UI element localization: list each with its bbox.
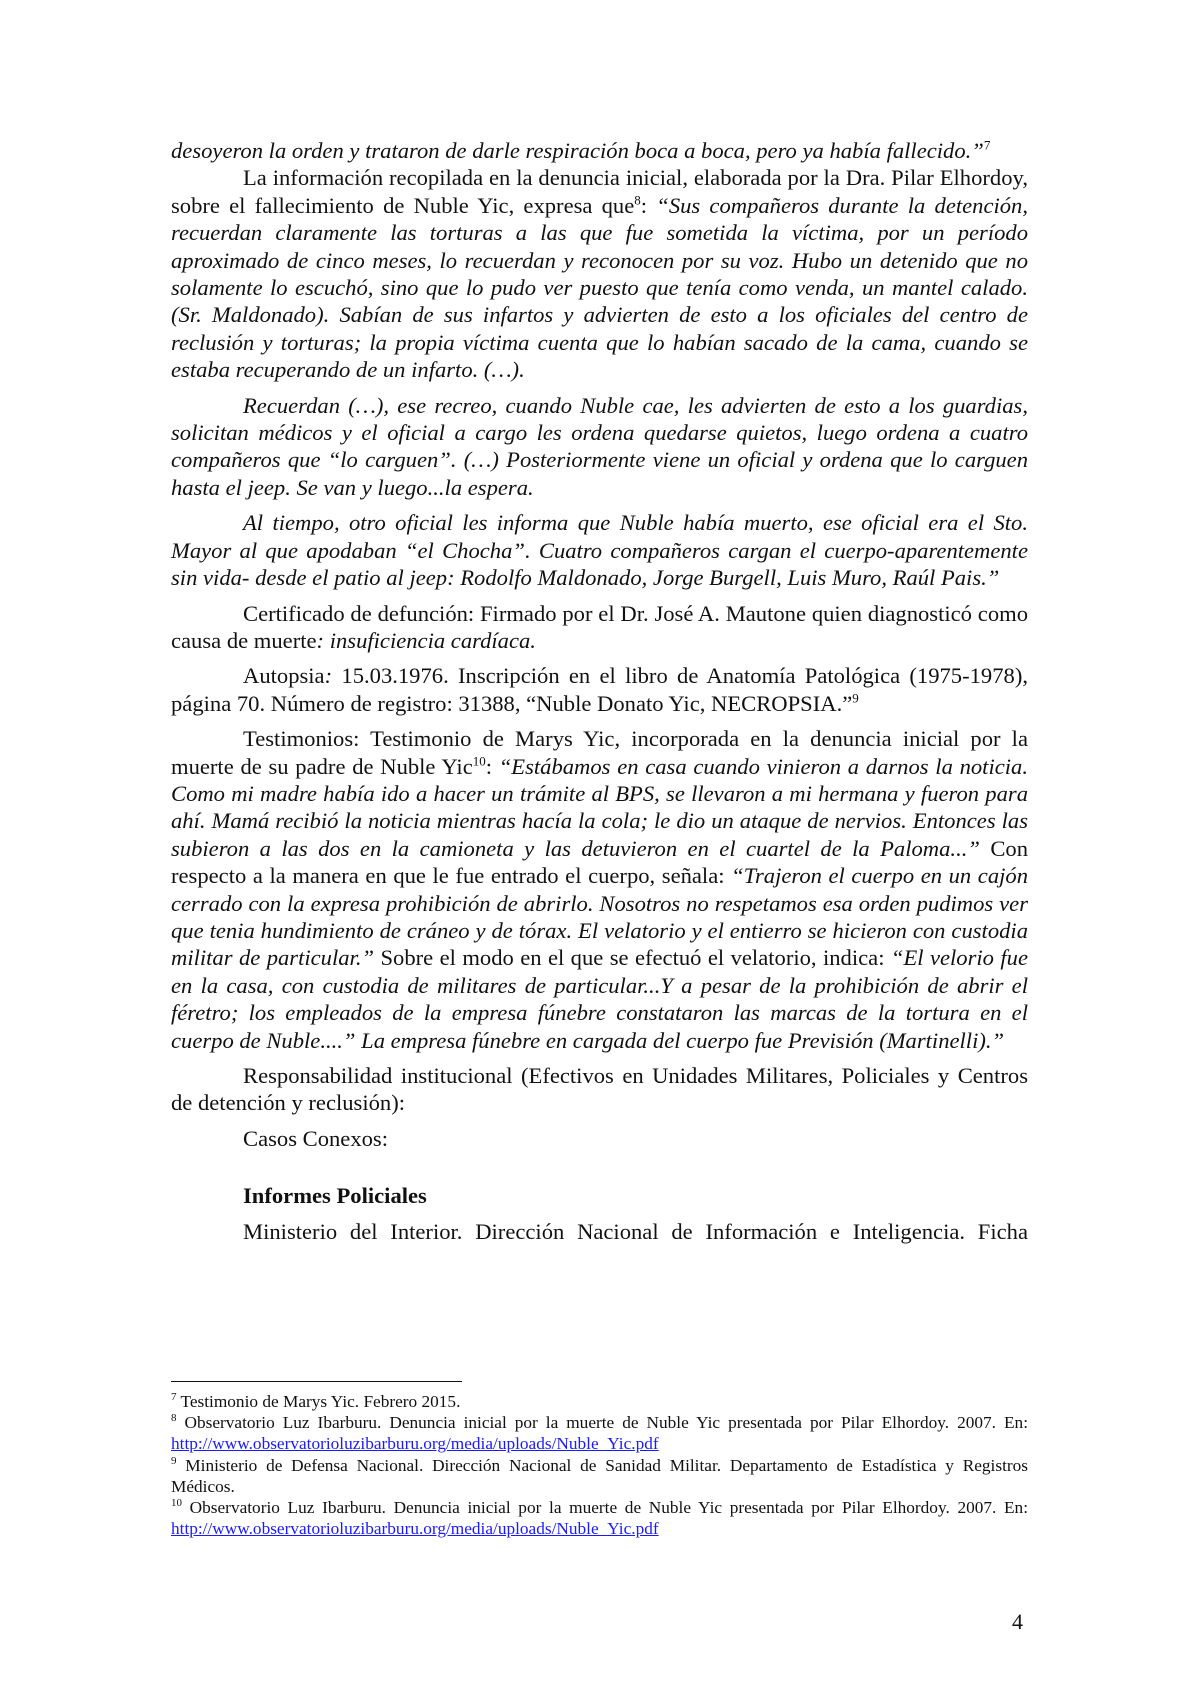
paragraph-text: Con respecto a la manera en que le fue entrado el cuerpo, señala: <box>171 835 1029 889</box>
paragraph-2 <box>171 164 1028 383</box>
quote-text: “El velorio fue en la casa, con custodia de militares de particular...Y a pesar de la prohibición de abrir el féretro; los empleados de la empresa fúnebre constataron las marcas de la tortura en el cuerpo de Nuble....” La empresa fúnebre en cargada del cuerpo fue Previsión (Martinelli).” <box>171 945 1028 1053</box>
footnote-8 <box>171 1412 1028 1454</box>
paragraph-6 <box>171 662 1028 717</box>
paragraph-8 <box>171 1062 1028 1117</box>
quote-text: Recuerdan (…), ese recreo, cuando Nuble cae, les advierten de esto a los guardias, solicitan médicos y el oficial a cargo les ordena quedarse quietos, luego ordena a cuatro compañeros que “lo carguen”. (…) Posteriormente viene un oficial y ordena que lo carguen hasta el jeep. Se van y luego...la espera. <box>171 392 1028 500</box>
colon: : <box>640 192 657 218</box>
footnote-9 <box>171 1455 1028 1497</box>
footnote-ref-7: 7 <box>983 137 991 153</box>
section-heading: Informes Policiales <box>243 1183 427 1209</box>
paragraph-10 <box>171 1218 1028 1245</box>
footnote-link[interactable]: http://www.observatorioluzibarburu.org/media/uploads/Nuble_Yic.pdf <box>171 1434 659 1454</box>
colon: : <box>324 663 333 689</box>
body-text <box>171 137 1028 1253</box>
footnote-number: 10 <box>171 1497 182 1510</box>
paragraph-text: La información recopilada en la denuncia inicial, elaborada por la Dra. Pilar Elhordoy, sobre el fallecimiento de Nuble Yic, expresa que <box>171 165 1028 218</box>
paragraph-text: 15.03.1976. Inscripción en el libro de Anatomía Patológica (1975-1978), página 70. Número de registro: 31388, “Nuble Donato Yic, NECROPSIA.” <box>171 663 1028 716</box>
footnotes <box>171 1391 1028 1539</box>
footnote-separator <box>171 1381 462 1382</box>
paragraph-7 <box>171 725 1028 1054</box>
footnote-ref-8: 8 <box>634 192 641 208</box>
footnote-number: 9 <box>171 1454 177 1467</box>
quote-text: desoyeron la orden y trataron de darle respiración boca a boca, pero ya había fallecido.” <box>171 138 984 163</box>
footnote-text: Observatorio Luz Ibarburu. Denuncia inicial por la muerte de Nuble Yic presentada por Pilar Elhordoy. 2007. En: <box>176 1413 1028 1433</box>
footnote-ref-9: 9 <box>852 690 859 706</box>
paragraph-text: Responsabilidad institucional (Efectivos en Unidades Militares, Policiales y Centros de detención y reclusión): <box>171 1063 1028 1116</box>
paragraph-text: Casos Conexos: <box>243 1125 388 1151</box>
footnote-number: 8 <box>171 1412 177 1425</box>
cause-of-death: : insuficiencia cardíaca. <box>316 627 536 653</box>
paragraph-text: Sobre el modo en el que se efectuó el velatorio, indica: <box>374 945 891 971</box>
autopsy-label: Autopsia <box>243 663 325 689</box>
quote-text: “Sus compañeros durante la detención, recuerdan claramente las torturas a las que fue sometida la víctima, por un período aproximado de cinco meses, lo recuerdan y reconocen por su voz. Hubo un detenido que no solamente lo escuchó, sino que lo pudo ver puesto que tenía como venda, un mantel calado. (Sr. Maldonado). Sabían de sus infartos y advierten de esto a los oficiales del centro de reclusión y torturas; la propia víctima cuenta que lo habían sacado de la cama, cuando se estaba recuperando de un infarto. (…). <box>171 192 1028 383</box>
footnote-link[interactable]: http://www.observatorioluzibarburu.org/media/uploads/Nuble_Yic.pdf <box>171 1519 659 1539</box>
paragraph-3 <box>171 392 1028 502</box>
page-number: 4 <box>1012 1609 1023 1634</box>
footnote-text: Ministerio de Defensa Nacional. Dirección Nacional de Sanidad Militar. Departamento de Estadística y Registros Médicos. <box>171 1455 1028 1496</box>
quote-text: “Estábamos en casa cuando vinieron a darnos la noticia. Como mi madre había ido a hacer un trámite al BPS, se llevaron a mi hermana y fueron para ahí. Mamá recibió la noticia mientras hacía la cola; le dio un ataque de nervios. Entonces las subieron a las dos en la camioneta y las detuvieron en el cuartel de la Paloma...” <box>171 753 1028 861</box>
footnote-10 <box>171 1497 1028 1539</box>
quote-text: “Trajeron el cuerpo en un cajón cerrado con la expresa prohibición de abrirlo. Nosotros no respetamos esa orden pudimos ver que tenia hundimiento de cráneo y de tórax. El velatorio y el entierro se hicieron con custodia militar de particular.” <box>171 863 1028 971</box>
paragraph-1 <box>171 137 1028 164</box>
colon: : <box>485 753 499 779</box>
paragraph-4 <box>171 509 1028 591</box>
paragraph-5 <box>171 600 1028 655</box>
footnote-7 <box>171 1391 1028 1412</box>
paragraph-text: Testimonios: Testimonio de Marys Yic, incorporada en la denuncia inicial por la muerte de su padre de Nuble Yic <box>171 726 1028 779</box>
footnote-ref-10: 10 <box>472 753 486 768</box>
paragraph-text: Certificado de defunción: Firmado por el Dr. José A. Mautone quien diagnosticó como causa de muerte <box>171 600 1028 653</box>
quote-text: Al tiempo, otro oficial les informa que Nuble había muerto, ese oficial era el Sto. Mayor al que apodaban “el Chocha”. Cuatro compañeros cargan el cuerpo-aparentemente sin vida- desde el patio al jeep: Rodolfo Maldonado, Jorge Burgell, Luis Muro, Raúl Pais.” <box>171 510 1028 591</box>
footnote-number: 7 <box>171 1391 177 1404</box>
footnote-text: Observatorio Luz Ibarburu. Denuncia inicial por la muerte de Nuble Yic presentada por Pilar Elhordoy. 2007. En: <box>182 1498 1028 1518</box>
paragraph-9 <box>171 1125 1028 1152</box>
paragraph-text: Ministerio del Interior. Dirección Nacional de Información e Inteligencia. Ficha <box>243 1218 1028 1244</box>
footnote-text: Testimonio de Marys Yic. Febrero 2015. <box>176 1392 461 1411</box>
